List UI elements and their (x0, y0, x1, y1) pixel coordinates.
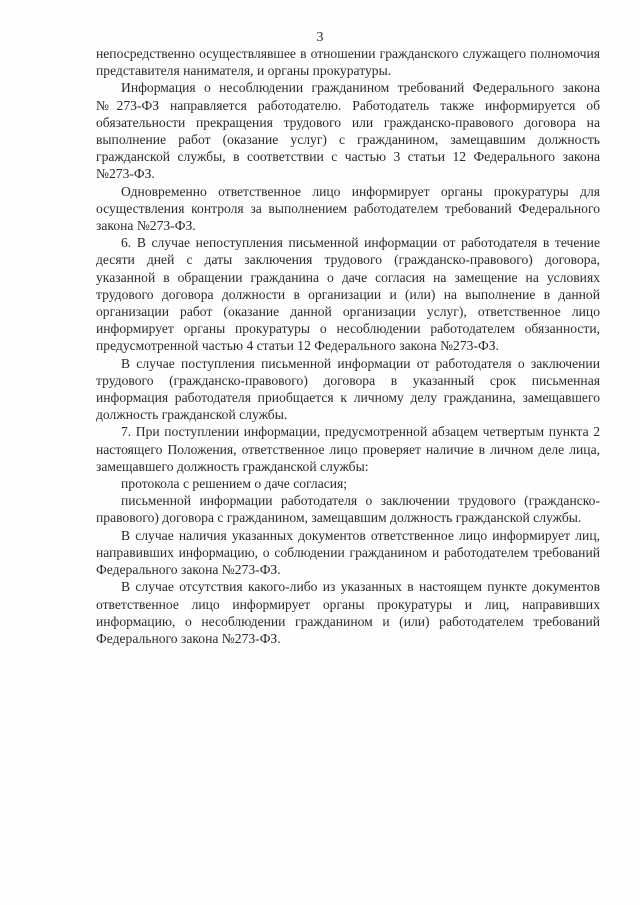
paragraph: В случае поступления письменной информации от работодателя о заключении трудового (гражданско-правового) договора в указанный срок письменная информация работодателя приобщается к личному делу гражданина, замещавшего должность гражданской службы. (96, 355, 600, 423)
list-line: протокола с решением о даче согласия; (121, 476, 348, 492)
paragraph: В случае отсутствия какого-либо из указанных в настоящем пункте документов ответственное лицо информирует органы прокуратуры и лиц, направивших информацию, о несоблюдении гражданином и (или) работодателем требований Федерального закона №273-ФЗ. (96, 579, 600, 646)
paragraph-item-6: 6. В случае непоступления письменной информации от работодателя в течение десяти дней с даты заключения трудового (гражданско-правового) договора, указанной в обращении гражданина о даче согласия на замещение на условиях трудового договора должности в организации и (или) на выполнение в данной организации работ (оказание данной организации услуг), ответственное лицо информирует органы прокуратуры о несоблюдении работодателем обязанности, предусмотренной частью 4 статьи 12 Федерального закона №273-ФЗ. (96, 235, 600, 354)
paragraph-item-7: 7. При поступлении информации, предусмотренной абзацем четвертым пункта 2 настоящего Положения, ответственное лицо проверяет наличие в личном деле лица, замещавшего должность гражданской службы: (96, 424, 600, 474)
paragraph: Одновременно ответственное лицо информирует органы прокуратуры для осуществления контроля за выполнением работодателем требований Федерального закона №273-ФЗ. (96, 183, 600, 234)
list-line: письменной информации работодателя о заключении трудового (гражданско-правового) договора с гражданином, замещавшим должность гражданской службы. (96, 493, 600, 526)
paragraph: Информация о несоблюдении гражданином требований Федерального закона №273-ФЗ направляется работодателю. Работодатель также информируется об обязательности прекращения трудового или гражданско-правового договора на выполнение работ (оказание услуг) с гражданином, замещавшим должность гражданской службы, в соответствии с частью 3 статьи 12 Федерального закона №273-ФЗ. (96, 80, 600, 182)
document-body (96, 45, 600, 647)
paragraph-continuation: непосредственно осуществлявшее в отношении гражданского служащего полномочия представителя нанимателя, и органы прокуратуры. (96, 46, 600, 79)
page-number: 3 (316, 30, 324, 45)
paragraph: В случае наличия указанных документов ответственное лицо информирует лиц, направивших информацию, о соблюдении гражданином и работодателем требований Федерального закона №273-ФЗ. (96, 527, 600, 578)
